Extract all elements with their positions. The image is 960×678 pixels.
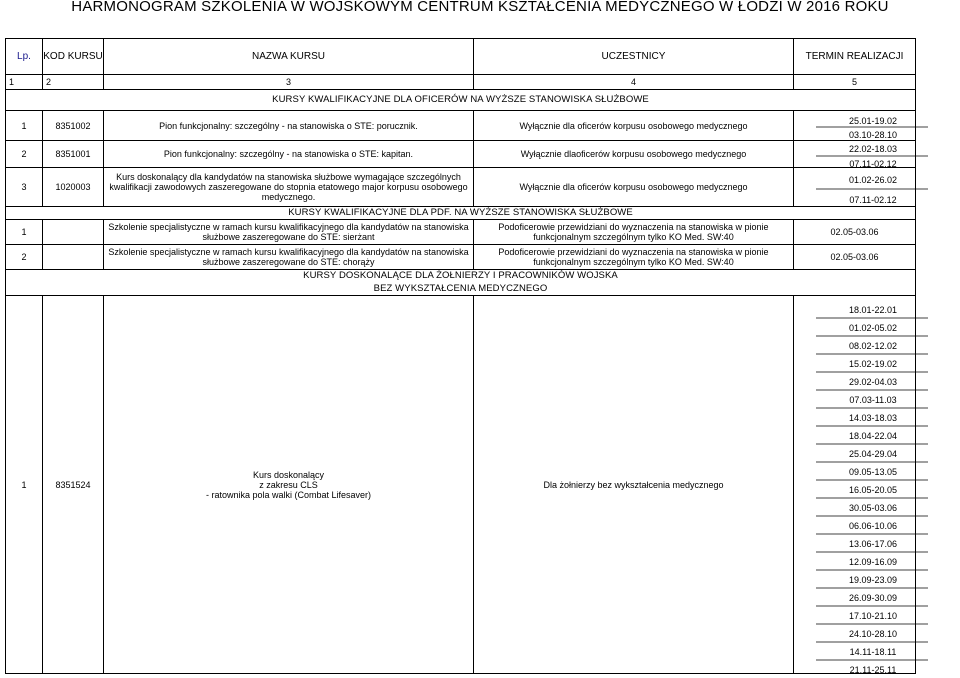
uczestnicy-line: funkcjonalnym szczególnym tylko KO Med. SW:40: [533, 232, 734, 242]
row-lp: 3: [6, 168, 43, 207]
header-uczestnicy: UCZESTNICY: [474, 39, 794, 75]
column-number: 5: [794, 75, 916, 90]
row-kod: 8351001: [43, 141, 104, 168]
cls-termin-cell: 08.02-12.02: [848, 341, 898, 351]
row-uczestnicy: [474, 245, 794, 270]
cls-termin-cell: 25.04-29.04: [848, 449, 898, 459]
cls-termin-cell: 07.03-11.03: [849, 395, 897, 405]
row-kod: 1020003: [43, 168, 104, 207]
cls-termin-cell: 06.06-10.06: [848, 521, 898, 531]
header-row: [6, 39, 916, 75]
row-kod: 8351524: [43, 296, 104, 674]
row-nazwa: [104, 296, 474, 674]
column-number-row: [6, 75, 916, 90]
cls-termin-cell: 18.01-22.01: [848, 305, 898, 315]
row-termin: 02.05-03.06: [794, 245, 916, 270]
nazwa-line: kwalifikacji zawodowych zaszeregowane do stopnia etatowego major korpusu osobowego: [109, 182, 468, 192]
row-kod: [43, 220, 104, 245]
row-kod: [43, 245, 104, 270]
table-row: [6, 220, 916, 245]
table-row: [6, 296, 916, 674]
column-number: 4: [474, 75, 794, 90]
header-lp: Lp.: [6, 39, 43, 75]
row-uczestnicy: [474, 220, 794, 245]
nazwa-line: Szkolenie specjalistyczne w ramach kursu kwalifikacyjnego dla kandydatów na stanowiska: [108, 247, 469, 257]
termin-cell: 07.11-02.12: [849, 195, 897, 205]
table-row: [6, 168, 916, 207]
section-row: [6, 270, 916, 283]
section-row: [6, 90, 916, 111]
cls-termin-cell: 16.05-20.05: [848, 485, 898, 495]
uczestnicy-line: Podoficerowie przewidziani do wyznaczenia na stanowiska w pionie: [498, 222, 769, 232]
nazwa-line: Szkolenie specjalistyczne w ramach kursu kwalifikacyjnego dla kandydatów na stanowiska: [108, 222, 469, 232]
row-lp: 1: [6, 111, 43, 141]
cls-termin-cell: 29.02-04.03: [848, 377, 898, 387]
section-subtitle: BEZ WYKSZTAŁCENIA MEDYCZNEGO: [6, 283, 916, 296]
nazwa-line: medycznego.: [261, 192, 316, 202]
table-row: [6, 141, 916, 168]
page-title: HARMONOGRAM SZKOLENIA W WOJSKOWYM CENTRUM KSZTAŁCENIA MEDYCZNEGO W ŁODZI W 2016 ROKU: [71, 0, 889, 14]
nazwa-line: - ratownika pola walki (Combat Lifesaver): [205, 489, 372, 500]
row-uczestnicy: Wyłącznie dla oficerów korpusu osobowego medycznego: [474, 111, 794, 141]
row-nazwa: Pion funkcjonalny: szczególny - na stanowiska o STE: kapitan.: [104, 141, 474, 168]
cls-termin-cell: 15.02-19.02: [848, 359, 898, 369]
section-title: KURSY KWALIFIKACYJNE DLA PDF. NA WYŻSZE STANOWISKA SŁUŻBOWE: [6, 207, 916, 220]
cls-termin-cell: 17.10-21.10: [848, 611, 898, 621]
row-nazwa: [104, 245, 474, 270]
row-nazwa: Pion funkcjonalny: szczególny - na stanowiska o STE: porucznik.: [104, 111, 474, 141]
column-number: 2: [43, 75, 104, 90]
cls-termin-cell: 14.11-18.11: [849, 647, 897, 657]
uczestnicy-line: Podoficerowie przewidziani do wyznaczenia na stanowiska w pionie: [498, 247, 769, 257]
termin-cell: 01.02-26.02: [848, 175, 898, 185]
cls-termin-cell: 14.03-18.03: [848, 413, 898, 423]
table-row: [6, 245, 916, 270]
row-uczestnicy: Dla żołnierzy bez wykształcenia medycznego: [474, 296, 794, 674]
cls-termin-cell: 19.09-23.09: [848, 575, 898, 585]
cls-termin-cell: 13.06-17.06: [848, 539, 898, 549]
row-lp: 2: [6, 141, 43, 168]
schedule-table: [5, 38, 916, 674]
table-row: [6, 111, 916, 141]
nazwa-line: Kurs doskonalący dla kandydatów na stanowiska służbowe wymagające szczególnych: [116, 172, 461, 182]
section-row: [6, 207, 916, 220]
cls-termin-cell: 18.04-22.04: [848, 431, 898, 441]
termin-cell: 22.02-18.03: [848, 144, 898, 154]
nazwa-line: Kurs doskonalący: [252, 469, 325, 480]
cls-termin-cell: 01.02-05.02: [848, 323, 898, 333]
row-lp: 2: [6, 245, 43, 270]
cls-termin-cell: 26.09-30.09: [848, 593, 898, 603]
row-lp: 1: [6, 220, 43, 245]
row-termin: 02.05-03.06: [794, 220, 916, 245]
nazwa-line: służbowe zaszeregowane do STE: sierżant: [202, 232, 375, 242]
column-number: 1: [6, 75, 43, 90]
row-uczestnicy: Wyłącznie dla oficerów korpusu osobowego medycznego: [474, 168, 794, 207]
cls-termin-cell: 09.05-13.05: [848, 467, 898, 477]
cls-termin-cell: 30.05-03.06: [848, 503, 898, 513]
header-nazwa: NAZWA KURSU: [104, 39, 474, 75]
cls-termin-cell: 12.09-16.09: [848, 557, 898, 567]
section-title: KURSY KWALIFIKACYJNE DLA OFICERÓW NA WYŻSZE STANOWISKA SŁUŻBOWE: [6, 90, 916, 111]
nazwa-line: służbowe zaszeregowane do STE: chorąży: [202, 257, 375, 267]
termin-cell: 03.10-28.10: [848, 130, 898, 140]
row-uczestnicy: Wyłącznie dlaoficerów korpusu osobowego medycznego: [474, 141, 794, 168]
cls-termin-cell: 21.11-25.11: [849, 665, 897, 675]
header-kod: KOD KURSU: [43, 39, 104, 75]
row-kod: 8351002: [43, 111, 104, 141]
row-nazwa: [104, 220, 474, 245]
nazwa-line: z zakresu CLS: [259, 479, 318, 490]
header-termin: TERMIN REALIZACJI: [794, 39, 916, 75]
termin-cell: 25.01-19.02: [848, 116, 898, 126]
row-lp: 1: [6, 296, 43, 674]
column-number: 3: [104, 75, 474, 90]
uczestnicy-line: funkcjonalnym szczególnym tylko KO Med. SW:40: [533, 257, 734, 267]
termin-cell: 07.11-02.12: [849, 159, 897, 169]
section-title: KURSY DOSKONALĄCE DLA ŻOŁNIERZY I PRACOWNIKÓW WOJSKA: [6, 270, 916, 283]
cls-termin-cell: 24.10-28.10: [848, 629, 898, 639]
section-row: [6, 283, 916, 296]
row-nazwa: [104, 168, 474, 207]
